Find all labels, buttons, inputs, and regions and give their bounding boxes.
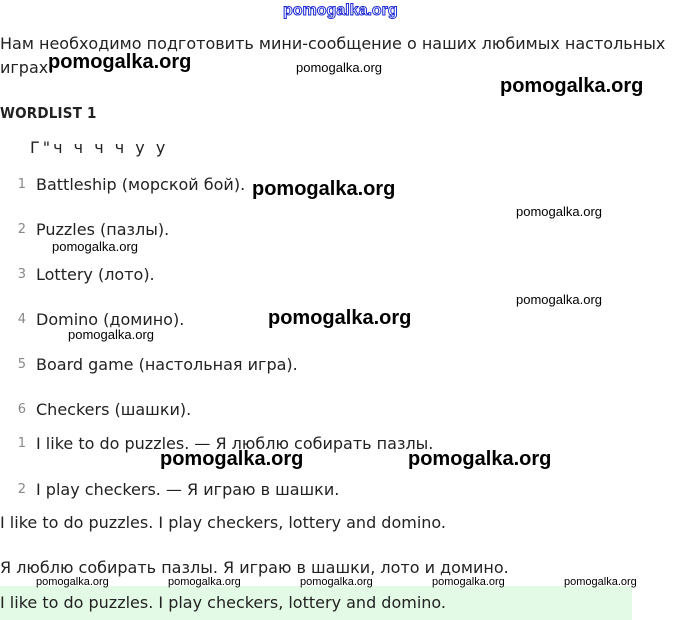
watermark: pomogalka.org — [160, 448, 304, 470]
answer-highlight-text: I like to do puzzles. I play checkers, lottery and domino. — [0, 593, 447, 612]
watermark: pomogalka.org — [68, 327, 154, 342]
example-text: I play checkers. — Я играю в шашки. — [36, 479, 340, 499]
watermark: pomogalka.org — [48, 51, 192, 73]
watermark: pomogalka.org — [36, 576, 109, 588]
list-text: Checkers (шашки). — [36, 399, 192, 419]
list-item — [0, 217, 169, 241]
watermark: pomogalka.org — [268, 307, 412, 329]
list-text: Lottery (лото). — [36, 264, 155, 284]
example-number: 1 — [17, 435, 26, 451]
watermark: pomogalka.org — [296, 60, 382, 75]
list-item — [0, 397, 191, 421]
list-text: Board game (настольная игра). — [36, 354, 298, 374]
watermark: pomogalka.org — [168, 576, 241, 588]
watermark: pomogalka.org — [52, 239, 138, 254]
list-number: 1 — [17, 176, 26, 192]
summary-russian: Я люблю собирать пазлы. Я играю в шашки, лото и домино. — [0, 558, 509, 577]
list-text: Domino (домино). — [36, 309, 185, 329]
watermark: pomogalka.org — [500, 75, 644, 97]
list-text: Puzzles (пазлы). — [36, 219, 170, 239]
section-title: WORDLIST 1 — [0, 104, 97, 122]
watermark: pomogalka.org — [408, 448, 552, 470]
intro-text: Нам необходимо подготовить мини-сообщение о наших любимых настольных играх. — [0, 34, 666, 77]
clipped-text-line: Г"ч ч ч ч у у — [30, 138, 169, 157]
example-item — [0, 477, 339, 501]
list-item — [0, 172, 245, 196]
watermark: pomogalka.org — [564, 576, 637, 588]
example-number: 2 — [17, 481, 26, 497]
watermark: pomogalka.org — [516, 204, 602, 219]
list-number: 4 — [17, 311, 26, 327]
list-number: 6 — [17, 401, 26, 417]
watermark: pomogalka.org — [516, 292, 602, 307]
watermark: pomogalka.org — [432, 576, 505, 588]
list-number: 2 — [17, 221, 26, 237]
list-number: 5 — [17, 356, 26, 372]
example-text: I like to do puzzles. — Я люблю собирать пазлы. — [36, 433, 434, 453]
watermark-top: pomogalka.org — [283, 2, 398, 19]
list-number: 3 — [17, 266, 26, 282]
list-item — [0, 262, 155, 286]
summary-english: I like to do puzzles. I play checkers, lottery and domino. — [0, 513, 447, 532]
watermark: pomogalka.org — [252, 178, 396, 200]
watermark: pomogalka.org — [300, 576, 373, 588]
list-item — [0, 352, 298, 376]
list-text: Battleship (морской бой). — [36, 174, 246, 194]
